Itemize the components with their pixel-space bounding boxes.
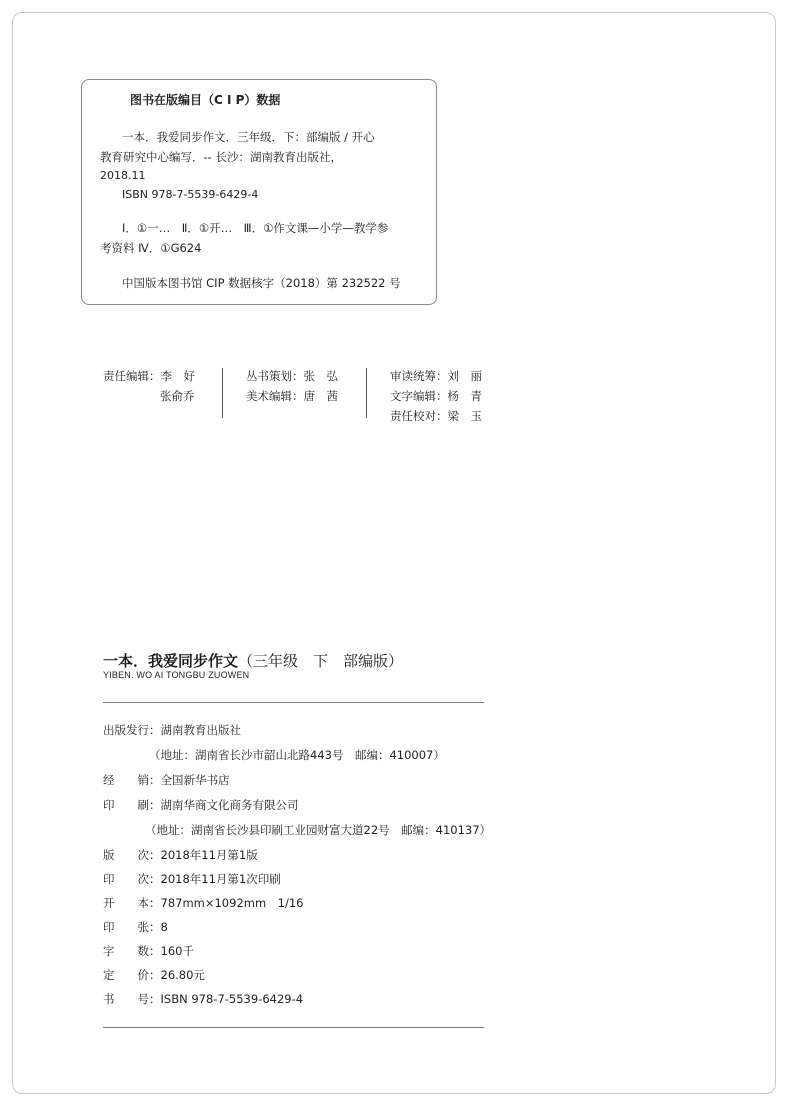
credit-row (103, 386, 195, 406)
credit-label: 丛书策划： (246, 369, 304, 383)
printer-row (103, 797, 299, 813)
credit-row (103, 366, 195, 386)
credit-row (390, 366, 482, 386)
credit-row (246, 386, 338, 406)
book-title-sub: （三年级 下 部编版） (238, 652, 404, 670)
cip-line-5: Ⅰ．①一… Ⅱ．①开… Ⅲ．①作文课—小学—教学参 (122, 221, 389, 235)
publisher-row (103, 722, 241, 738)
top-rule (103, 702, 484, 703)
price-value: 26.80元 (160, 968, 205, 982)
words-row (103, 943, 194, 959)
cip-isbn: ISBN 978-7-5539-6429-4 (122, 188, 259, 201)
credit-value: 李 好 (160, 369, 195, 383)
book-pinyin: YIBEN. WO AI TONGBU ZUOWEN (103, 670, 250, 680)
cip-title: 图书在版编目（C I P）数据 (130, 93, 281, 107)
book-title (103, 650, 403, 671)
format-value: 787mm×1092mm 1/16 (160, 896, 304, 910)
credit-label: 责任编辑： (103, 369, 161, 383)
sheets-label: 印 张： (103, 920, 161, 934)
cip-line-3: 2018.11 (100, 169, 146, 182)
printing-row (103, 871, 281, 887)
credit-label: 美术编辑： (246, 389, 304, 403)
isbn-label: 书 号： (103, 992, 161, 1006)
credit-label: 审读统筹： (390, 369, 448, 383)
edition-row (103, 847, 258, 863)
credits-column-3 (390, 366, 482, 426)
edition-value: 2018年11月第1版 (160, 848, 258, 862)
credit-value: 杨 青 (447, 389, 482, 403)
isbn-row (103, 991, 303, 1007)
sheets-row (103, 919, 168, 935)
format-row (103, 895, 304, 911)
credit-value: 张 弘 (303, 369, 338, 383)
cip-line-2: 教育研究中心编写．-- 长沙：湖南教育出版社， (100, 150, 342, 164)
isbn-value: ISBN 978-7-5539-6429-4 (160, 992, 304, 1006)
printing-label: 印 次： (103, 872, 161, 886)
credits-divider-2 (366, 368, 367, 418)
credit-row (390, 406, 482, 426)
price-row (103, 967, 205, 983)
publisher-label: 出版发行： (103, 723, 161, 737)
format-label: 开 本： (103, 896, 161, 910)
printer-label: 印 刷： (103, 798, 161, 812)
distributor-label: 经 销： (103, 773, 161, 787)
credits-column-2 (246, 366, 338, 406)
credit-value: 刘 丽 (447, 369, 482, 383)
printing-value: 2018年11月第1次印刷 (160, 872, 281, 886)
cip-line-6: 考资料 Ⅳ．①G624 (100, 241, 202, 255)
printer-address: （地址：湖南省长沙县印刷工业园财富大道22号 邮编：410137） (145, 823, 492, 837)
printer-value: 湖南华商文化商务有限公司 (160, 798, 299, 812)
cip-line-1: 一本．我爱同步作文．三年级．下：部编版 / 开心 (122, 130, 375, 144)
credit-row (390, 386, 482, 406)
publisher-address: （地址：湖南省长沙市韶山北路443号 邮编：410007） (149, 748, 445, 762)
credit-value: 梁 玉 (447, 409, 482, 423)
credits-column-1 (103, 366, 195, 406)
book-title-main: 一本．我爱同步作文 (103, 652, 239, 670)
words-value: 160千 (160, 944, 194, 958)
distributor-row (103, 772, 230, 788)
words-label: 字 数： (103, 944, 161, 958)
bottom-rule (103, 1027, 484, 1028)
edition-label: 版 次： (103, 848, 161, 862)
price-label: 定 价： (103, 968, 161, 982)
cip-record-number: 中国版本图书馆 CIP 数据核字（2018）第 232522 号 (122, 276, 401, 290)
credits-divider-1 (222, 368, 223, 418)
credit-label: 责任校对： (390, 409, 448, 423)
sheets-value: 8 (160, 920, 168, 934)
credit-row (246, 366, 338, 386)
cip-data-box (81, 79, 437, 305)
credit-label: 文字编辑： (390, 389, 448, 403)
publisher-value: 湖南教育出版社 (160, 723, 241, 737)
distributor-value: 全国新华书店 (160, 773, 230, 787)
credit-value: 张俞乔 (160, 389, 195, 403)
credit-value: 唐 茜 (303, 389, 338, 403)
